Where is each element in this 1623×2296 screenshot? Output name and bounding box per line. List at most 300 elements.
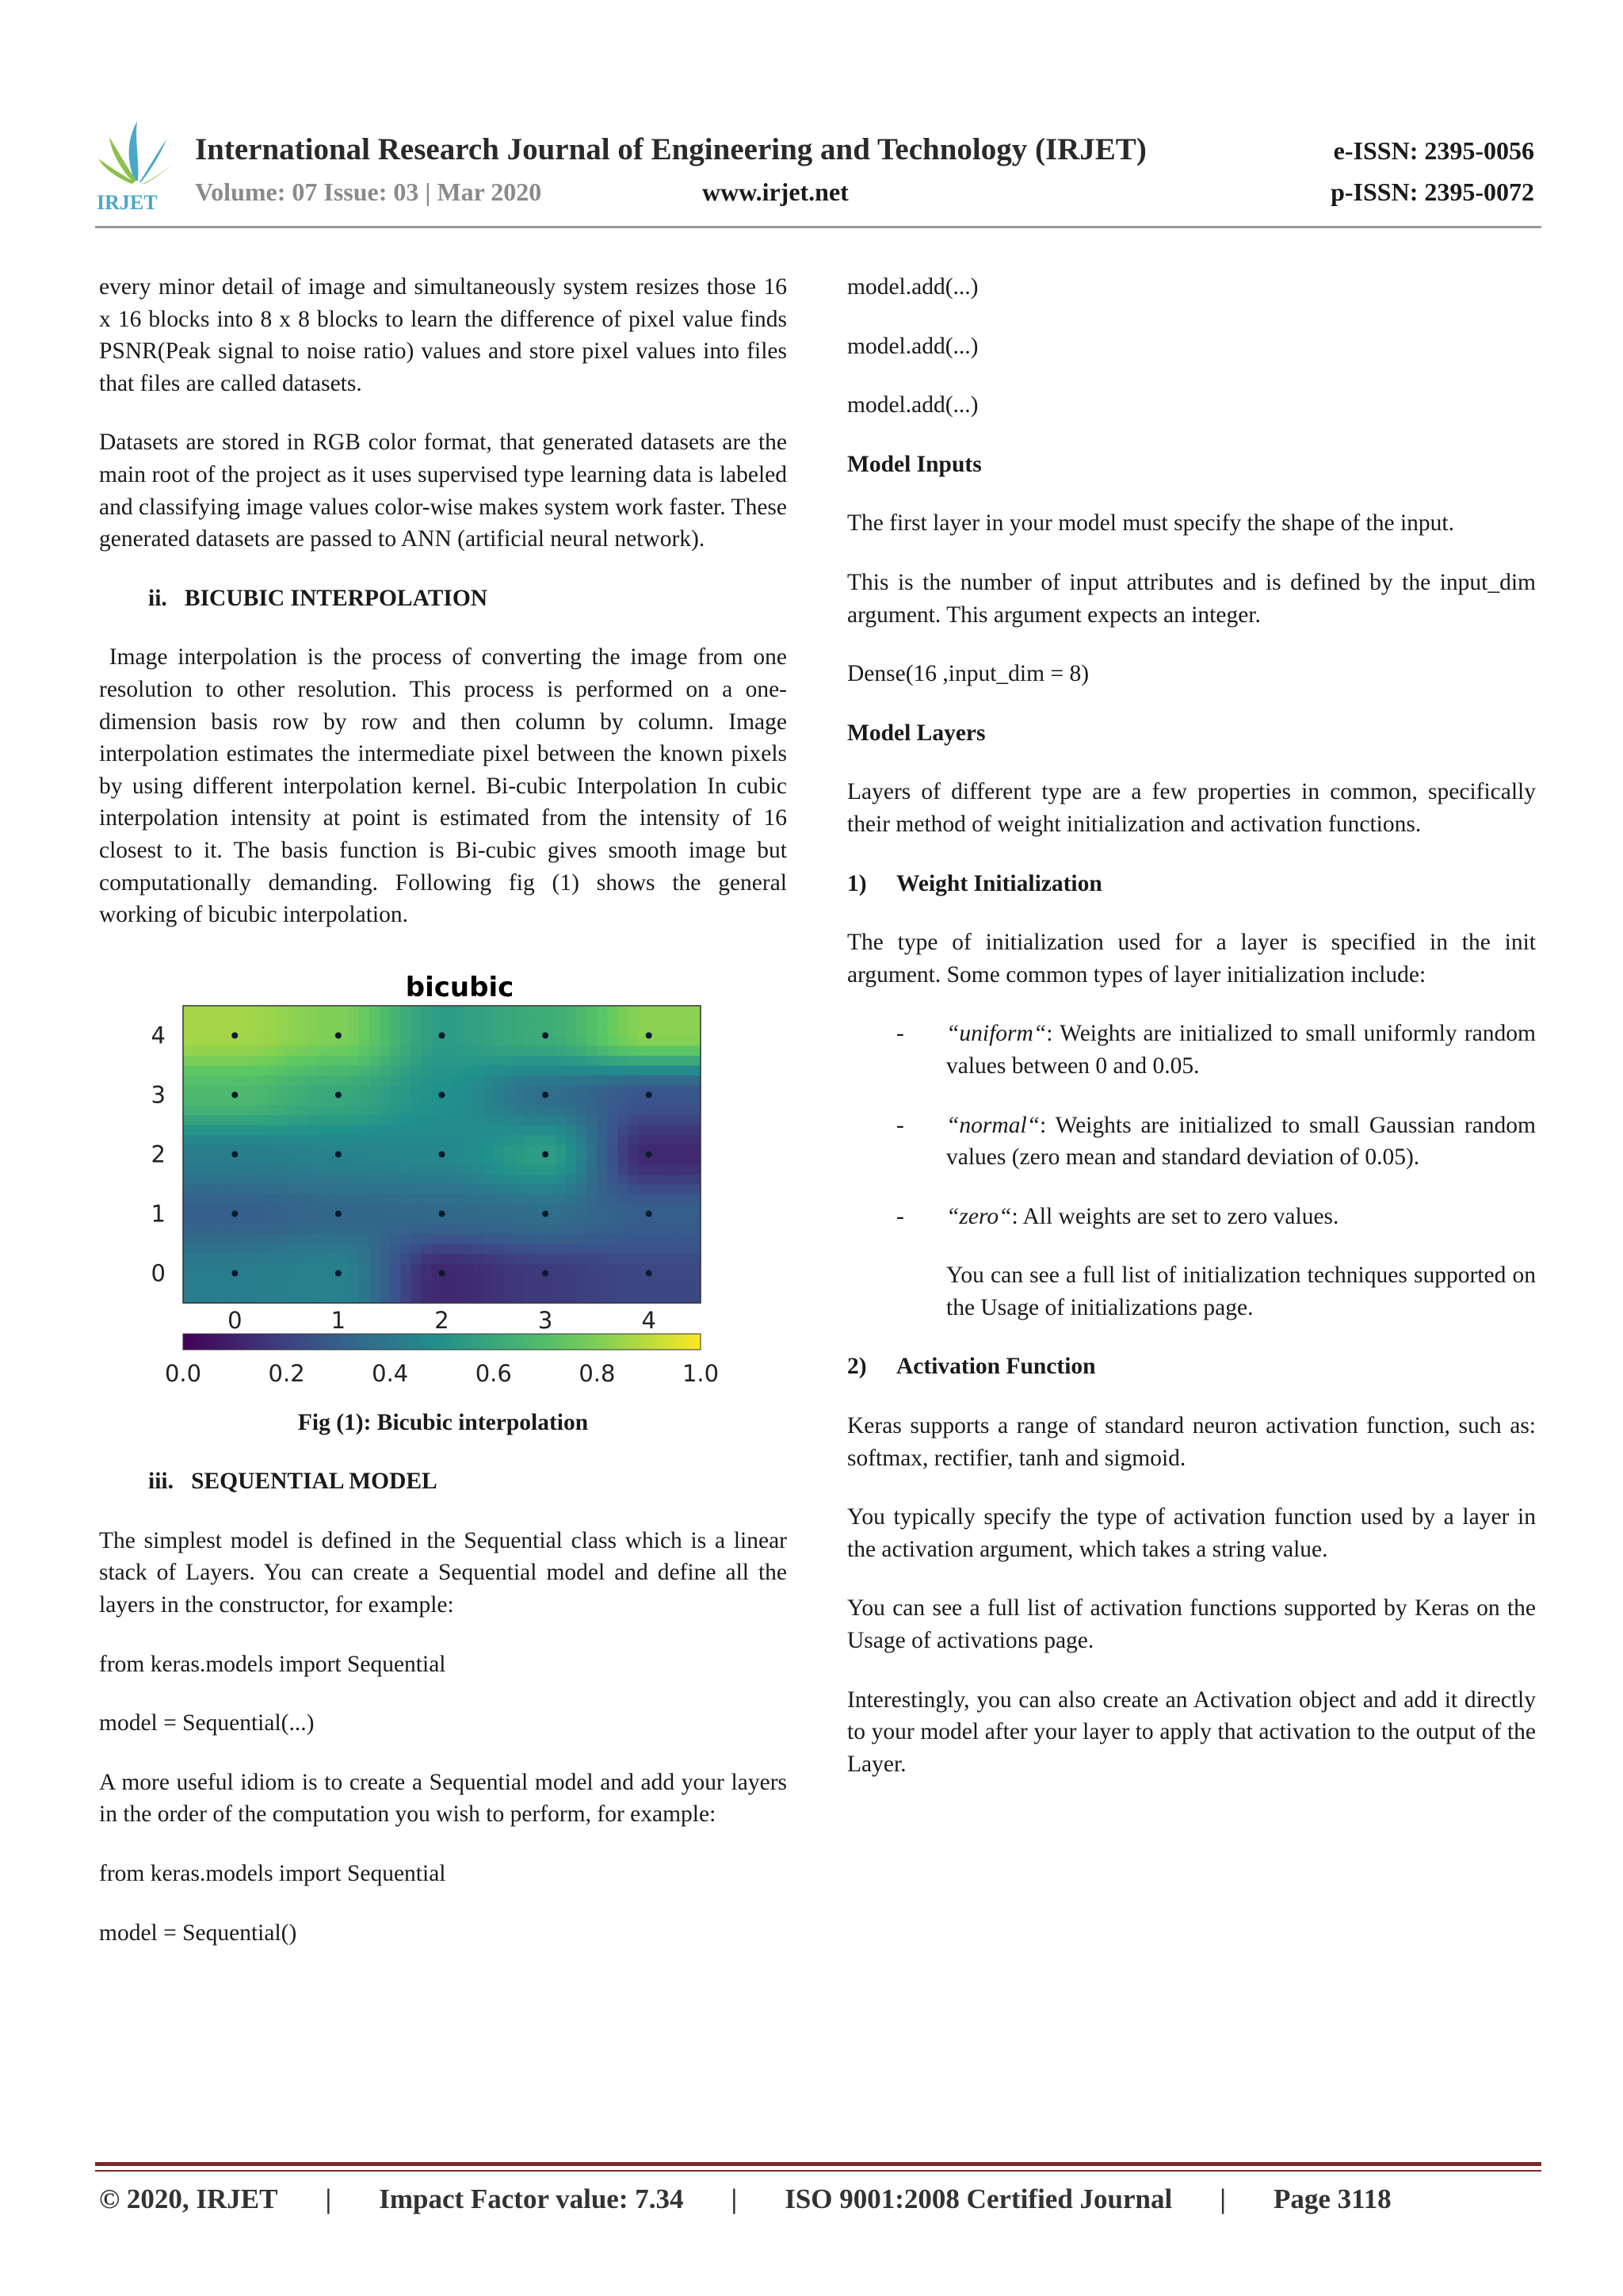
heatmap-cell <box>349 1144 360 1155</box>
heatmap-cell <box>338 1105 349 1115</box>
heatmap-cell <box>586 1065 598 1075</box>
heatmap-cell <box>566 1114 577 1125</box>
heatmap-cell <box>421 1026 432 1036</box>
heatmap-cell <box>338 1224 349 1234</box>
heatmap-cell <box>204 1244 215 1254</box>
figure-caption: Fig (1): Bicubic interpolation <box>297 1409 589 1435</box>
heatmap-cell <box>494 1045 505 1056</box>
heatmap-cell <box>514 1164 525 1175</box>
heatmap-cell <box>670 1244 681 1254</box>
x-tick-label: 0 <box>227 1306 242 1334</box>
heatmap-cell <box>586 1283 598 1293</box>
heatmap-cell <box>307 1095 319 1105</box>
heatmap-cell <box>421 1085 432 1095</box>
heatmap-cell <box>338 1125 349 1135</box>
heatmap-cell <box>400 1085 411 1095</box>
right-column <box>847 271 1536 1807</box>
heatmap-cell <box>566 1213 577 1224</box>
heatmap-cell <box>556 1213 567 1224</box>
heatmap-cell <box>204 1233 215 1244</box>
heatmap-cell <box>628 1095 640 1105</box>
heatmap-cell <box>204 1273 215 1283</box>
heatmap-cell <box>690 1224 701 1234</box>
heatmap-cell <box>328 1075 339 1085</box>
heatmap-cell <box>628 1045 640 1056</box>
heatmap-cell <box>390 1144 401 1155</box>
heatmap-cell <box>380 1075 391 1085</box>
heatmap-cell <box>586 1263 598 1274</box>
heatmap-cell <box>576 1213 587 1224</box>
heatmap-cell <box>453 1035 464 1045</box>
heatmap-cell <box>639 1253 650 1263</box>
heatmap-cell <box>307 1283 319 1293</box>
heatmap-cell <box>277 1293 288 1303</box>
heatmap-cell <box>400 1204 411 1214</box>
heatmap-cell <box>214 1006 225 1016</box>
heatmap-cell <box>338 1114 349 1125</box>
heatmap-cell <box>607 1224 618 1234</box>
heatmap-cell <box>193 1253 204 1263</box>
heatmap-cell <box>690 1233 701 1244</box>
heatmap-cell <box>245 1253 256 1263</box>
heatmap-cell <box>287 1095 298 1105</box>
heatmap-cell <box>380 1006 391 1016</box>
heatmap-cell <box>659 1114 670 1125</box>
heatmap-cell <box>504 1065 515 1075</box>
heatmap-cell <box>359 1114 370 1125</box>
heatmap-cell <box>607 1144 618 1155</box>
heatmap-cell <box>421 1075 432 1085</box>
heatmap-cell <box>649 1105 660 1115</box>
heatmap-cell <box>690 1045 701 1056</box>
heatmap-cell <box>649 1224 660 1234</box>
heatmap-cell <box>597 1174 608 1184</box>
heatmap-cell <box>411 1273 422 1283</box>
heatmap-cell <box>411 1174 422 1184</box>
heatmap-cell <box>400 1075 411 1085</box>
heatmap-cell <box>287 1114 298 1125</box>
heatmap-cell <box>494 1263 505 1274</box>
heatmap-cell <box>328 1224 339 1234</box>
heatmap-cell <box>297 1154 308 1164</box>
footer-divider <box>95 2170 1541 2172</box>
heatmap-cell <box>287 1263 298 1274</box>
heatmap-cell <box>235 1045 246 1056</box>
heatmap-cell <box>349 1174 360 1184</box>
sample-point <box>231 1210 238 1217</box>
heatmap-cell <box>680 1134 691 1144</box>
heatmap-cell <box>639 1184 650 1194</box>
heatmap-cell <box>214 1213 225 1224</box>
heatmap-cell <box>483 1244 495 1254</box>
heatmap-cell <box>607 1015 618 1026</box>
sample-point <box>335 1032 342 1038</box>
heatmap-cell <box>690 1174 701 1184</box>
heatmap-cell <box>245 1293 256 1303</box>
heatmap-cell <box>214 1065 225 1075</box>
heatmap-cell <box>442 1114 453 1125</box>
heatmap-cell <box>193 1045 204 1056</box>
heatmap-cell <box>639 1134 650 1144</box>
heatmap-cell <box>597 1055 608 1065</box>
heatmap-cell <box>287 1224 298 1234</box>
heatmap-cell <box>504 1075 515 1085</box>
heatmap-cell <box>607 1174 618 1184</box>
heatmap-cell <box>473 1224 484 1234</box>
heatmap-cell <box>338 1075 349 1085</box>
heatmap-cell <box>400 1224 411 1234</box>
heatmap-cell <box>659 1065 670 1075</box>
heatmap-cell <box>297 1204 308 1214</box>
subheading-weight-initialization <box>847 868 1536 900</box>
heatmap-cell <box>483 1035 495 1045</box>
colorbar-tick-label: 0.2 <box>268 1359 305 1387</box>
heatmap-cell <box>214 1224 225 1234</box>
heatmap-cell <box>535 1114 546 1125</box>
heatmap-cell <box>514 1174 525 1184</box>
heatmap-cell <box>680 1154 691 1164</box>
heatmap-cell <box>265 1184 277 1194</box>
heatmap-cell <box>690 1194 701 1204</box>
heatmap-cell <box>204 1095 215 1105</box>
heatmap-cell <box>277 1204 288 1214</box>
heatmap-cell <box>463 1105 474 1115</box>
heatmap-cell <box>287 1015 298 1026</box>
heatmap-cell <box>183 1055 194 1065</box>
heatmap-cell <box>265 1213 277 1224</box>
subheading-model-inputs: Model Inputs <box>847 451 982 477</box>
heatmap-cell <box>224 1006 235 1016</box>
sample-point <box>542 1032 548 1038</box>
heatmap-cell <box>183 1283 194 1293</box>
heatmap-cell <box>525 1114 536 1125</box>
heatmap-cell <box>453 1006 464 1016</box>
heatmap-cell <box>297 1263 308 1274</box>
heatmap-cell <box>411 1045 422 1056</box>
sample-point <box>231 1091 238 1098</box>
heatmap-cell <box>525 1204 536 1214</box>
heatmap-cell <box>607 1233 618 1244</box>
heatmap-cell <box>390 1184 401 1194</box>
heatmap-cell <box>639 1244 650 1254</box>
heatmap-cell <box>473 1144 484 1155</box>
heatmap-cell <box>556 1164 567 1175</box>
heatmap-cell <box>204 1224 215 1234</box>
heatmap-cell <box>369 1105 380 1115</box>
heatmap-cell <box>349 1283 360 1293</box>
heatmap-cell <box>400 1184 411 1194</box>
journal-website[interactable]: www.irjet.net <box>702 178 849 206</box>
heatmap-cell <box>214 1125 225 1135</box>
heatmap-cell <box>400 1154 411 1164</box>
heatmap-cell <box>597 1065 608 1075</box>
heatmap-cell <box>597 1273 608 1283</box>
heatmap-cell <box>265 1026 277 1036</box>
heatmap-cell <box>235 1065 246 1075</box>
heatmap-cell <box>483 1283 495 1293</box>
heatmap-cell <box>421 1253 432 1263</box>
heatmap-cell <box>659 1244 670 1254</box>
footer-page-number: Page 3118 <box>1273 2183 1392 2214</box>
heatmap-cell <box>235 1114 246 1125</box>
bullet-item: - “uniform“: Weights are initialized to small uniformly random values between 0 and 0.05. <box>896 1021 1536 1079</box>
heatmap-cell <box>193 1273 204 1283</box>
heatmap-cell <box>680 1293 691 1303</box>
heatmap-cell <box>514 1273 525 1283</box>
heatmap-cell <box>525 1263 536 1274</box>
heatmap-cell <box>183 1213 194 1224</box>
heatmap-cell <box>659 1105 670 1115</box>
heatmap-cell <box>193 1154 204 1164</box>
heatmap-cell <box>442 1055 453 1065</box>
heatmap-cell <box>504 1105 515 1115</box>
heatmap-cell <box>297 1085 308 1095</box>
heatmap-cell <box>525 1085 536 1095</box>
paragraph: The type of initialization used for a layer is specified in the init argument. Some common types of layer initialization include: <box>847 930 1536 988</box>
heatmap-cell <box>473 1194 484 1204</box>
heatmap-cell <box>483 1174 495 1184</box>
heatmap-cell <box>421 1114 432 1125</box>
heatmap-cell <box>421 1224 432 1234</box>
heatmap-cell <box>659 1293 670 1303</box>
heatmap-cell <box>442 1233 453 1244</box>
heatmap-cell <box>494 1244 505 1254</box>
heatmap-cell <box>442 1065 453 1075</box>
heatmap-cell <box>525 1273 536 1283</box>
heatmap-cell <box>265 1055 277 1065</box>
heatmap-cell <box>659 1273 670 1283</box>
heatmap-cell <box>369 1233 380 1244</box>
heatmap-cell <box>639 1194 650 1204</box>
heatmap-cell <box>235 1134 246 1144</box>
heatmap-cell <box>680 1164 691 1175</box>
heatmap-cell <box>224 1164 235 1175</box>
heatmap-cell <box>297 1273 308 1283</box>
heatmap-cell <box>659 1213 670 1224</box>
heatmap-cell <box>607 1006 618 1016</box>
heatmap-cell <box>586 1204 598 1214</box>
sample-point <box>335 1270 342 1276</box>
heatmap-cell <box>597 1144 608 1155</box>
heatmap-cell <box>400 1253 411 1263</box>
heatmap-cell <box>297 1125 308 1135</box>
heatmap-cell <box>628 1144 640 1155</box>
heatmap-cell <box>649 1253 660 1263</box>
heatmap-cell <box>369 1293 380 1303</box>
heatmap-cell <box>545 1055 556 1065</box>
paragraph: The first layer in your model must specify the shape of the input. <box>847 510 1454 537</box>
heatmap-cell <box>421 1105 432 1115</box>
heatmap-cell <box>224 1114 235 1125</box>
heatmap-cell <box>265 1174 277 1184</box>
heatmap-cell <box>390 1085 401 1095</box>
heatmap-cell <box>390 1114 401 1125</box>
heatmap-cell <box>265 1164 277 1175</box>
heatmap-cell <box>349 1194 360 1204</box>
heatmap-cell <box>463 1213 474 1224</box>
heatmap-cell <box>390 1283 401 1293</box>
heatmap-cell <box>535 1233 546 1244</box>
figure-bicubic <box>99 958 787 1399</box>
heatmap-cell <box>183 1184 194 1194</box>
heatmap-cell <box>690 1105 701 1115</box>
heatmap-cell <box>411 1134 422 1144</box>
paragraph: every minor detail of image and simultaneously system resizes those 16 x 16 blocks into 8 x 8 blocks to learn the difference of pixel value finds PSNR(Peak signal to noise ratio) values and store pixel values into files that files are called datasets. <box>99 274 787 396</box>
heatmap-cell <box>245 1244 256 1254</box>
heatmap-cell <box>390 1065 401 1075</box>
heatmap-cell <box>328 1006 339 1016</box>
heatmap-cell <box>576 1283 587 1293</box>
heatmap-cell <box>618 1184 629 1194</box>
heatmap-cell <box>307 1244 319 1254</box>
heatmap-cell <box>566 1224 577 1234</box>
heatmap-cell <box>193 1006 204 1016</box>
heatmap-cell <box>680 1065 691 1075</box>
heatmap-cell <box>442 1105 453 1115</box>
heatmap-cell <box>235 1293 246 1303</box>
heatmap-cell <box>277 1213 288 1224</box>
heatmap-cell <box>566 1154 577 1164</box>
heatmap-cell <box>649 1134 660 1144</box>
heatmap-cell <box>670 1263 681 1274</box>
heatmap-cell <box>690 1244 701 1254</box>
heatmap-cell <box>453 1144 464 1155</box>
heatmap-cell <box>318 1273 329 1283</box>
x-tick-label: 2 <box>434 1306 449 1334</box>
heatmap-cell <box>359 1026 370 1036</box>
heatmap-cell <box>576 1164 587 1175</box>
heatmap-cell <box>390 1204 401 1214</box>
left-column <box>99 271 793 1976</box>
heatmap-cell <box>597 1045 608 1056</box>
heatmap-cell <box>483 1164 495 1175</box>
heatmap-cell <box>453 1184 464 1194</box>
heatmap-cell <box>618 1224 629 1234</box>
heatmap-cell <box>287 1075 298 1085</box>
heatmap-cell <box>277 1184 288 1194</box>
heatmap-cell <box>483 1125 495 1135</box>
journal-logo <box>94 117 181 212</box>
heatmap-cell <box>431 1114 442 1125</box>
heatmap-cell <box>318 1045 329 1056</box>
heatmap-cell <box>586 1026 598 1036</box>
heatmap-cell <box>504 1026 515 1036</box>
heatmap-cell <box>566 1095 577 1105</box>
heatmap-cell <box>204 1184 215 1194</box>
heatmap-cell <box>525 1105 536 1115</box>
heatmap-cell <box>463 1273 474 1283</box>
heatmap-cell <box>307 1164 319 1175</box>
heatmap-cell <box>235 1253 246 1263</box>
heatmap-cell <box>649 1244 660 1254</box>
heatmap-cell <box>255 1095 266 1105</box>
heatmap-cell <box>369 1174 380 1184</box>
heatmap-cell <box>349 1125 360 1135</box>
heatmap-cell <box>566 1194 577 1204</box>
heatmap-cell <box>411 1144 422 1155</box>
heatmap-cell <box>556 1045 567 1056</box>
heatmap-cell <box>307 1015 319 1026</box>
heatmap-cell <box>659 1085 670 1095</box>
heatmap-cell <box>680 1204 691 1214</box>
heatmap-cell <box>525 1154 536 1164</box>
heading-text: Weight Initialization <box>896 870 1102 896</box>
heatmap-cell <box>504 1164 515 1175</box>
heatmap-cell <box>287 1244 298 1254</box>
code-line: model.add(...) <box>847 333 979 359</box>
heatmap-cell <box>576 1055 587 1065</box>
heatmap-cell <box>287 1006 298 1016</box>
heatmap-cell <box>586 1035 598 1045</box>
heatmap-cell <box>390 1293 401 1303</box>
heatmap-cell <box>380 1164 391 1175</box>
heatmap-cell <box>586 1144 598 1155</box>
heatmap-cell <box>453 1164 464 1175</box>
heatmap-cell <box>618 1174 629 1184</box>
heatmap-cell <box>224 1184 235 1194</box>
heatmap-cell <box>265 1283 277 1293</box>
heatmap-cell <box>193 1283 204 1293</box>
heatmap-cell <box>224 1075 235 1085</box>
paragraph: You typically specify the type of activation function used by a layer in the activation argument, which takes a string value. <box>847 1504 1536 1562</box>
heatmap-cell <box>463 1174 474 1184</box>
heatmap-cell <box>245 1125 256 1135</box>
heatmap-cell <box>680 1174 691 1184</box>
heatmap-cell <box>431 1075 442 1085</box>
heatmap-cell <box>670 1095 681 1105</box>
heatmap-cell <box>649 1184 660 1194</box>
heatmap-cell <box>504 1055 515 1065</box>
heatmap-cell <box>659 1233 670 1244</box>
colorbar-tick-label: 0.0 <box>164 1359 202 1387</box>
heatmap-cell <box>204 1164 215 1175</box>
heatmap-cell <box>618 1273 629 1283</box>
heatmap-cell <box>556 1283 567 1293</box>
heatmap-cell <box>431 1293 442 1303</box>
heatmap-cell <box>597 1015 608 1026</box>
heatmap-cell <box>265 1204 277 1214</box>
heatmap-cell <box>607 1035 618 1045</box>
journal-title: International Research Journal of Engineering and Technology (IRJET) <box>195 132 1147 166</box>
heatmap-cell <box>483 1055 495 1065</box>
heatmap-cell <box>380 1095 391 1105</box>
sample-point <box>646 1091 652 1098</box>
heatmap-cell <box>245 1273 256 1283</box>
heatmap-cell <box>431 1233 442 1244</box>
heatmap-cell <box>287 1144 298 1155</box>
heatmap-cell <box>349 1035 360 1045</box>
heatmap-cell <box>193 1055 204 1065</box>
heatmap-cell <box>494 1015 505 1026</box>
heatmap-cell <box>255 1045 266 1056</box>
heatmap-cell <box>359 1154 370 1164</box>
heatmap-cell <box>618 1045 629 1056</box>
heatmap-cell <box>338 1253 349 1263</box>
heatmap-cell <box>349 1233 360 1244</box>
heatmap-cell <box>659 1134 670 1144</box>
heatmap-cell <box>400 1144 411 1155</box>
heatmap-cell <box>369 1263 380 1274</box>
heatmap-cell <box>421 1095 432 1105</box>
heatmap-cell <box>525 1184 536 1194</box>
heatmap-cell <box>494 1095 505 1105</box>
heatmap-cell <box>255 1174 266 1184</box>
heatmap-cell <box>628 1204 640 1214</box>
heatmap-cell <box>576 1075 587 1085</box>
paragraph: Datasets are stored in RGB color format, that generated datasets are the main root of the project as it uses supervised type learning data is labeled and classifying image values color-wise makes system work faster. These generated datasets are passed to ANN (artificial neural network). <box>99 430 787 552</box>
heatmap-cell <box>183 1293 194 1303</box>
heatmap-cell <box>277 1035 288 1045</box>
